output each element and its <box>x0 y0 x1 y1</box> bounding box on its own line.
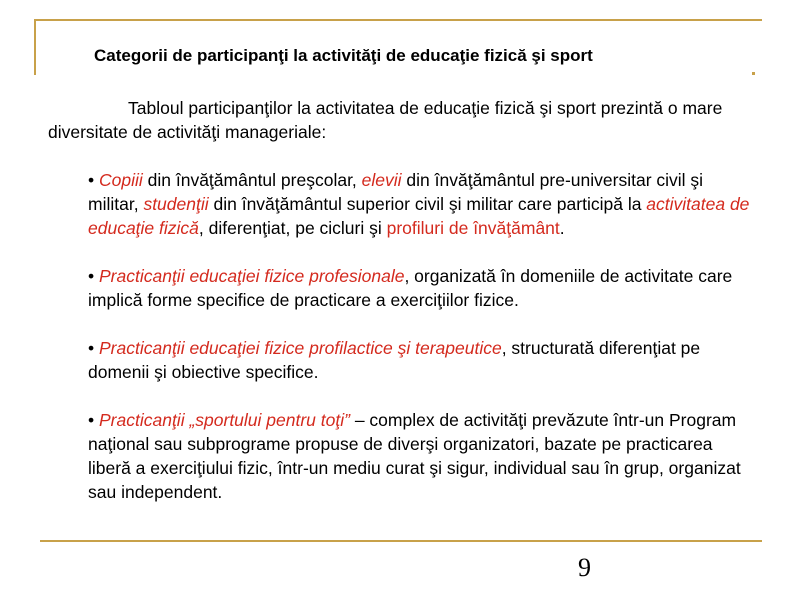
bullet-item-2 <box>88 264 754 312</box>
frame-top-rule <box>34 19 762 21</box>
term-profiluri: profiluri de învăţământ <box>386 218 560 238</box>
bullet-text: din învăţământul preşcolar, <box>142 170 362 190</box>
page-number: 9 <box>578 553 591 582</box>
slide-body <box>48 96 760 504</box>
frame-corner-dot <box>752 72 755 75</box>
term-profilactice: Practicanţii educaţiei fizice profilactice şi terapeutice <box>99 338 502 358</box>
bullet-marker: • <box>88 410 99 430</box>
bullet-item-4 <box>88 408 754 504</box>
term-copiii: Copiii <box>99 170 143 190</box>
bullet-text: – complex de activităţi prevăzute într-un Program naţional sau subprograme propuse de diverşi organizatori, bazate pe practicarea liberă a exerciţiului fizic, într-un mediu curat şi sigur, individual sau în grup, organizat sau independent. <box>88 410 741 502</box>
bullet-text: . <box>559 218 565 238</box>
bullet-text: , diferenţiat, pe cicluri şi <box>198 218 387 238</box>
term-activitatea: activitatea de educaţie fizică <box>88 194 750 238</box>
bullet-text: din învăţământul superior civil şi militar care participă la <box>208 194 647 214</box>
frame-left-rule <box>34 19 36 75</box>
bullet-item-3 <box>88 336 754 384</box>
term-studentii: studenţii <box>143 194 209 214</box>
bullet-marker: • <box>88 170 99 190</box>
term-sportul-pentru-toti: Practicanţii „sportului pentru toţi” <box>99 410 350 430</box>
bullet-marker: • <box>88 266 99 286</box>
slide-title: Categorii de participanţi la activităţi de educaţie fizică şi sport <box>94 46 593 65</box>
bullet-text: , structurată diferenţiat pe domenii şi obiective specifice. <box>88 338 701 382</box>
frame-bottom-rule <box>40 540 762 542</box>
bullet-item-1 <box>88 168 754 240</box>
bullet-marker: • <box>88 338 99 358</box>
term-elevii: elevii <box>361 170 402 190</box>
bullet-text: din învăţământul pre-universitar civil şi militar, <box>88 170 704 214</box>
bullet-text: , organizată în domeniile de activitate care implică forme specifice de practicare a exerciţiilor fizice. <box>88 266 733 310</box>
intro-paragraph: Tabloul participanţilor la activitatea de educaţie fizică şi sport prezintă o mare diversitate de activităţi manageriale: <box>48 98 723 142</box>
term-profesionale: Practicanţii educaţiei fizice profesionale <box>99 266 405 286</box>
